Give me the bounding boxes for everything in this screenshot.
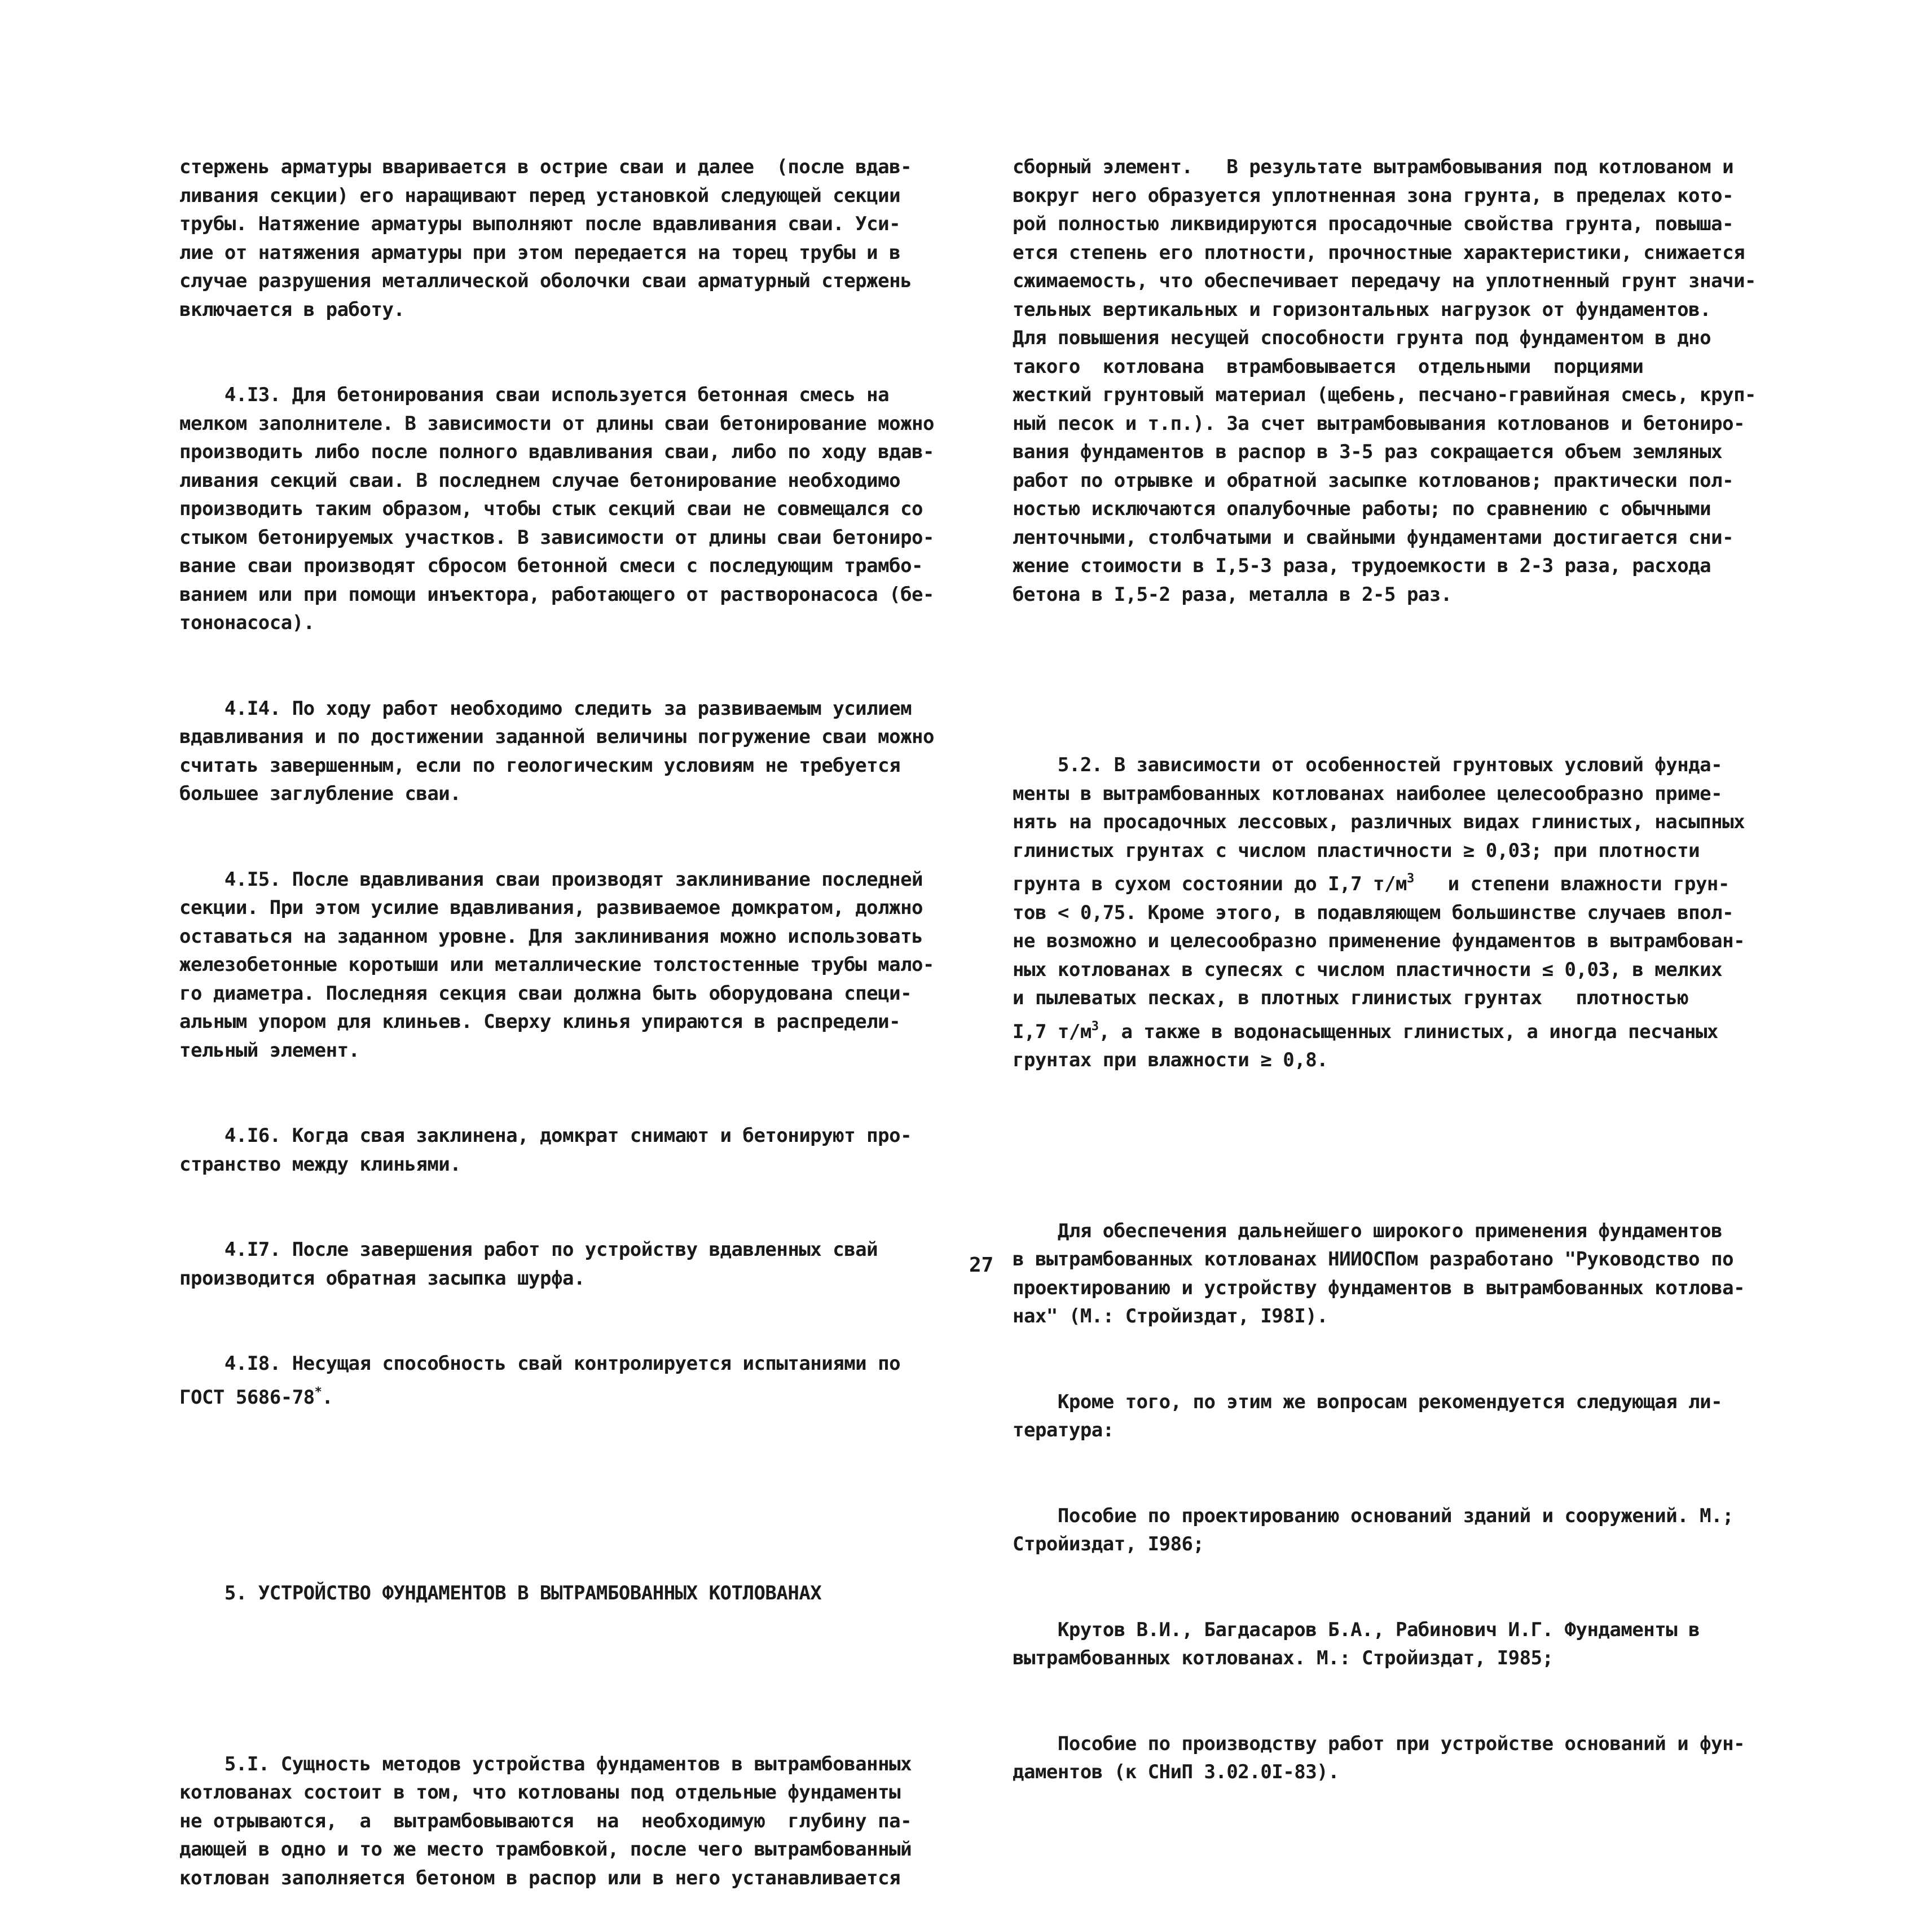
paragraph-literature: Кроме того, по этим же вопросам рекомендуется следующая ли- тература: bbox=[1013, 1390, 1723, 1441]
paragraph-5-2 bbox=[1013, 751, 1756, 1075]
paragraph-4-18-text: 4.I8. Несущая способность свай контролируется испытаниями по ГОСТ 5686-78 bbox=[179, 1352, 901, 1409]
spacer bbox=[179, 1469, 934, 1522]
paragraph-intro: стержень арматуры вваривается в острие сваи и далее (после вдав- ливания секции) его наращивают перед установкой следующей секции трубы. Натяжение арматуры выполняют после вдавливания сваи. Уси- лие от натяжения арматуры при этом передается на торец трубы и в случае разрушения металлической оболочки сваи арматурный стержень включается в работу. bbox=[179, 156, 912, 321]
paragraph-guide: Для обеспечения дальнейшего широкого применения фундаментов в вытрамбованных котлованах НИИОСПом разработано "Руководство по проектированию и устройству фундаментов в вытрамбованных котлова- нах" (М.: Стройиздат, I98I). bbox=[1013, 1219, 1745, 1327]
paragraph-4-17: 4.I7. После завершения работ по устройству вдавленных свай производится обратная засыпка шурфа. bbox=[179, 1238, 878, 1290]
page-number: 27 bbox=[969, 1254, 994, 1277]
paragraph-4-18-end: . bbox=[322, 1386, 333, 1409]
reference-1: Пособие по проектированию оснований зданий и сооружений. М.; Стройиздат, I986; bbox=[1013, 1504, 1734, 1555]
paragraph-5-2-part-a: 5.2. В зависимости от особенностей грунтовых условий фунда- менты в вытрамбованных котлованах наиболее целесообразно приме- нять на просадочных лессовых, различных видах глинистых, насыпных глинистых грунтах с числом пластичности ≥ 0,03; при плотности грунта в сухом состоянии до I,7 т/м bbox=[1013, 754, 1745, 895]
paragraph-4-15: 4.I5. После вдавливания сваи производят заклинивание последней секции. При этом усилие вдавливания, развиваемое домкратом, должно оставаться на заданном уровне. Для заклинивания можно использовать железобетонные коротыши или металлические толстостенные трубы мало- го диаметра. Последняя секция сваи должна быть оборудована специ- альным упором для клиньев. Сверху клинья упираются в распредели- тельный элемент. bbox=[179, 868, 934, 1062]
spacer bbox=[179, 1665, 934, 1693]
paragraph-5-2-part-b: и степени влажности грун- тов < 0,75. Кроме этого, в подавляющем большинстве случаев впол- не возможно и целесообразно применение фундаментов в вытрамбован- ных котлованах в супесях с числом пластичности ≤ 0,03, в мелких и пылеватых песках, в плотных глинистых грунтах плотностью I,7 т/м bbox=[1013, 873, 1745, 1043]
paragraph-4-16: 4.I6. Когда свая заклинена, домкрат снимают и бетонируют про- странство между клиньями. bbox=[179, 1124, 912, 1176]
paragraph-4-18 bbox=[179, 1349, 934, 1412]
reference-3: Пособие по производству работ при устройстве оснований и фун- даментов (к СНиП 3.02.0I-83). bbox=[1013, 1732, 1745, 1783]
spacer bbox=[1013, 666, 1756, 694]
left-column bbox=[179, 96, 934, 1921]
paragraph-5-1-continued: сборный элемент. В результате вытрамбовывания под котлованом и вокруг него образуется уплотненная зона грунта, в пределах кото- рой полностью ликвидируются просадочные свойства грунта, повыша- ется степень его плотности, прочностные характеристики, снижается сжимаемость, что обеспечивает передачу на уплотненный грунт значи- тельных вертикальных и горизонтальных нагрузок от фундаментов. Для повышения несущей способности грунта под фундаментом в дно такого котлована втрамбовывается отдельными порциями жесткий грунтовый материал (щебень, песчано-гравийная смесь, круп- ный песок и т.п.). За счет вытрамбовывания котлованов и бетониро- вания фундаментов в распор в 3-5 раз сокращается объем земляных работ по отрывке и обратной засыпке котлованов; практически пол- ностью исключаются опалубочные работы; по сравнению с обычными ленточными, столбчатыми и свайными фундаментами достигается сни- жение стоимости в I,5-3 раза, трудоемкости в 2-3 раза, расхода бетона в I,5-2 раза, металла в 2-5 раз. bbox=[1013, 156, 1757, 606]
paragraph-5-1: 5.I. Сущность методов устройства фундаментов в вытрамбованных котлованах состоит в том, что котлованы под отдельные фундаменты не отрываются, а вытрамбовываются на необходимую глубину па- дающей в одно и то же место трамбовкой, после чего вытрамбованный котлован заполняется бетоном в распор или в него устанавливается bbox=[179, 1752, 912, 1889]
superscript-3: 3 bbox=[1091, 1019, 1099, 1034]
right-column bbox=[1013, 96, 1756, 1815]
paragraph-4-13: 4.I3. Для бетонирования сваи используется бетонная смесь на мелком заполнителе. В зависимости от длины сваи бетонирование можно производить либо после полного вдавливания сваи, либо по ходу вдав- ливания секций сваи. В последнем случае бетонирование необходимо производить таким образом, чтобы стык секций сваи не совмещался со стыком бетонируемых участков. В зависимости от длины сваи бетониро- вание сваи производят сбросом бетонной смеси с последующим трамбо- ванием или при помощи инъектора, работающего от растворонасоса (бе- тононасоса). bbox=[179, 384, 934, 634]
reference-2: Крутов В.И., Багдасаров Б.А., Рабинович И.Г. Фундаменты в вытрамбованных котлованах. М.: Стройиздат, I985; bbox=[1013, 1618, 1700, 1669]
section-5-heading: 5. УСТРОЙСТВО ФУНДАМЕНТОВ В ВЫТРАМБОВАННЫХ КОТЛОВАНАХ bbox=[179, 1582, 822, 1605]
gost-footnote-mark: * bbox=[314, 1384, 322, 1399]
paragraph-5-2-part-c: , а также в водонасыщенных глинистых, а иногда песчаных грунтах при влажности ≥ 0,8. bbox=[1013, 1020, 1718, 1071]
spacer bbox=[1013, 1132, 1756, 1160]
paragraph-4-14: 4.I4. По ходу работ необходимо следить за развиваемым усилием вдавливания и по достижении заданной величины погружение сваи можно считать завершенным, если по геологическим условиям не требуется большее заглубление сваи. bbox=[179, 697, 934, 805]
superscript-3: 3 bbox=[1406, 872, 1414, 886]
